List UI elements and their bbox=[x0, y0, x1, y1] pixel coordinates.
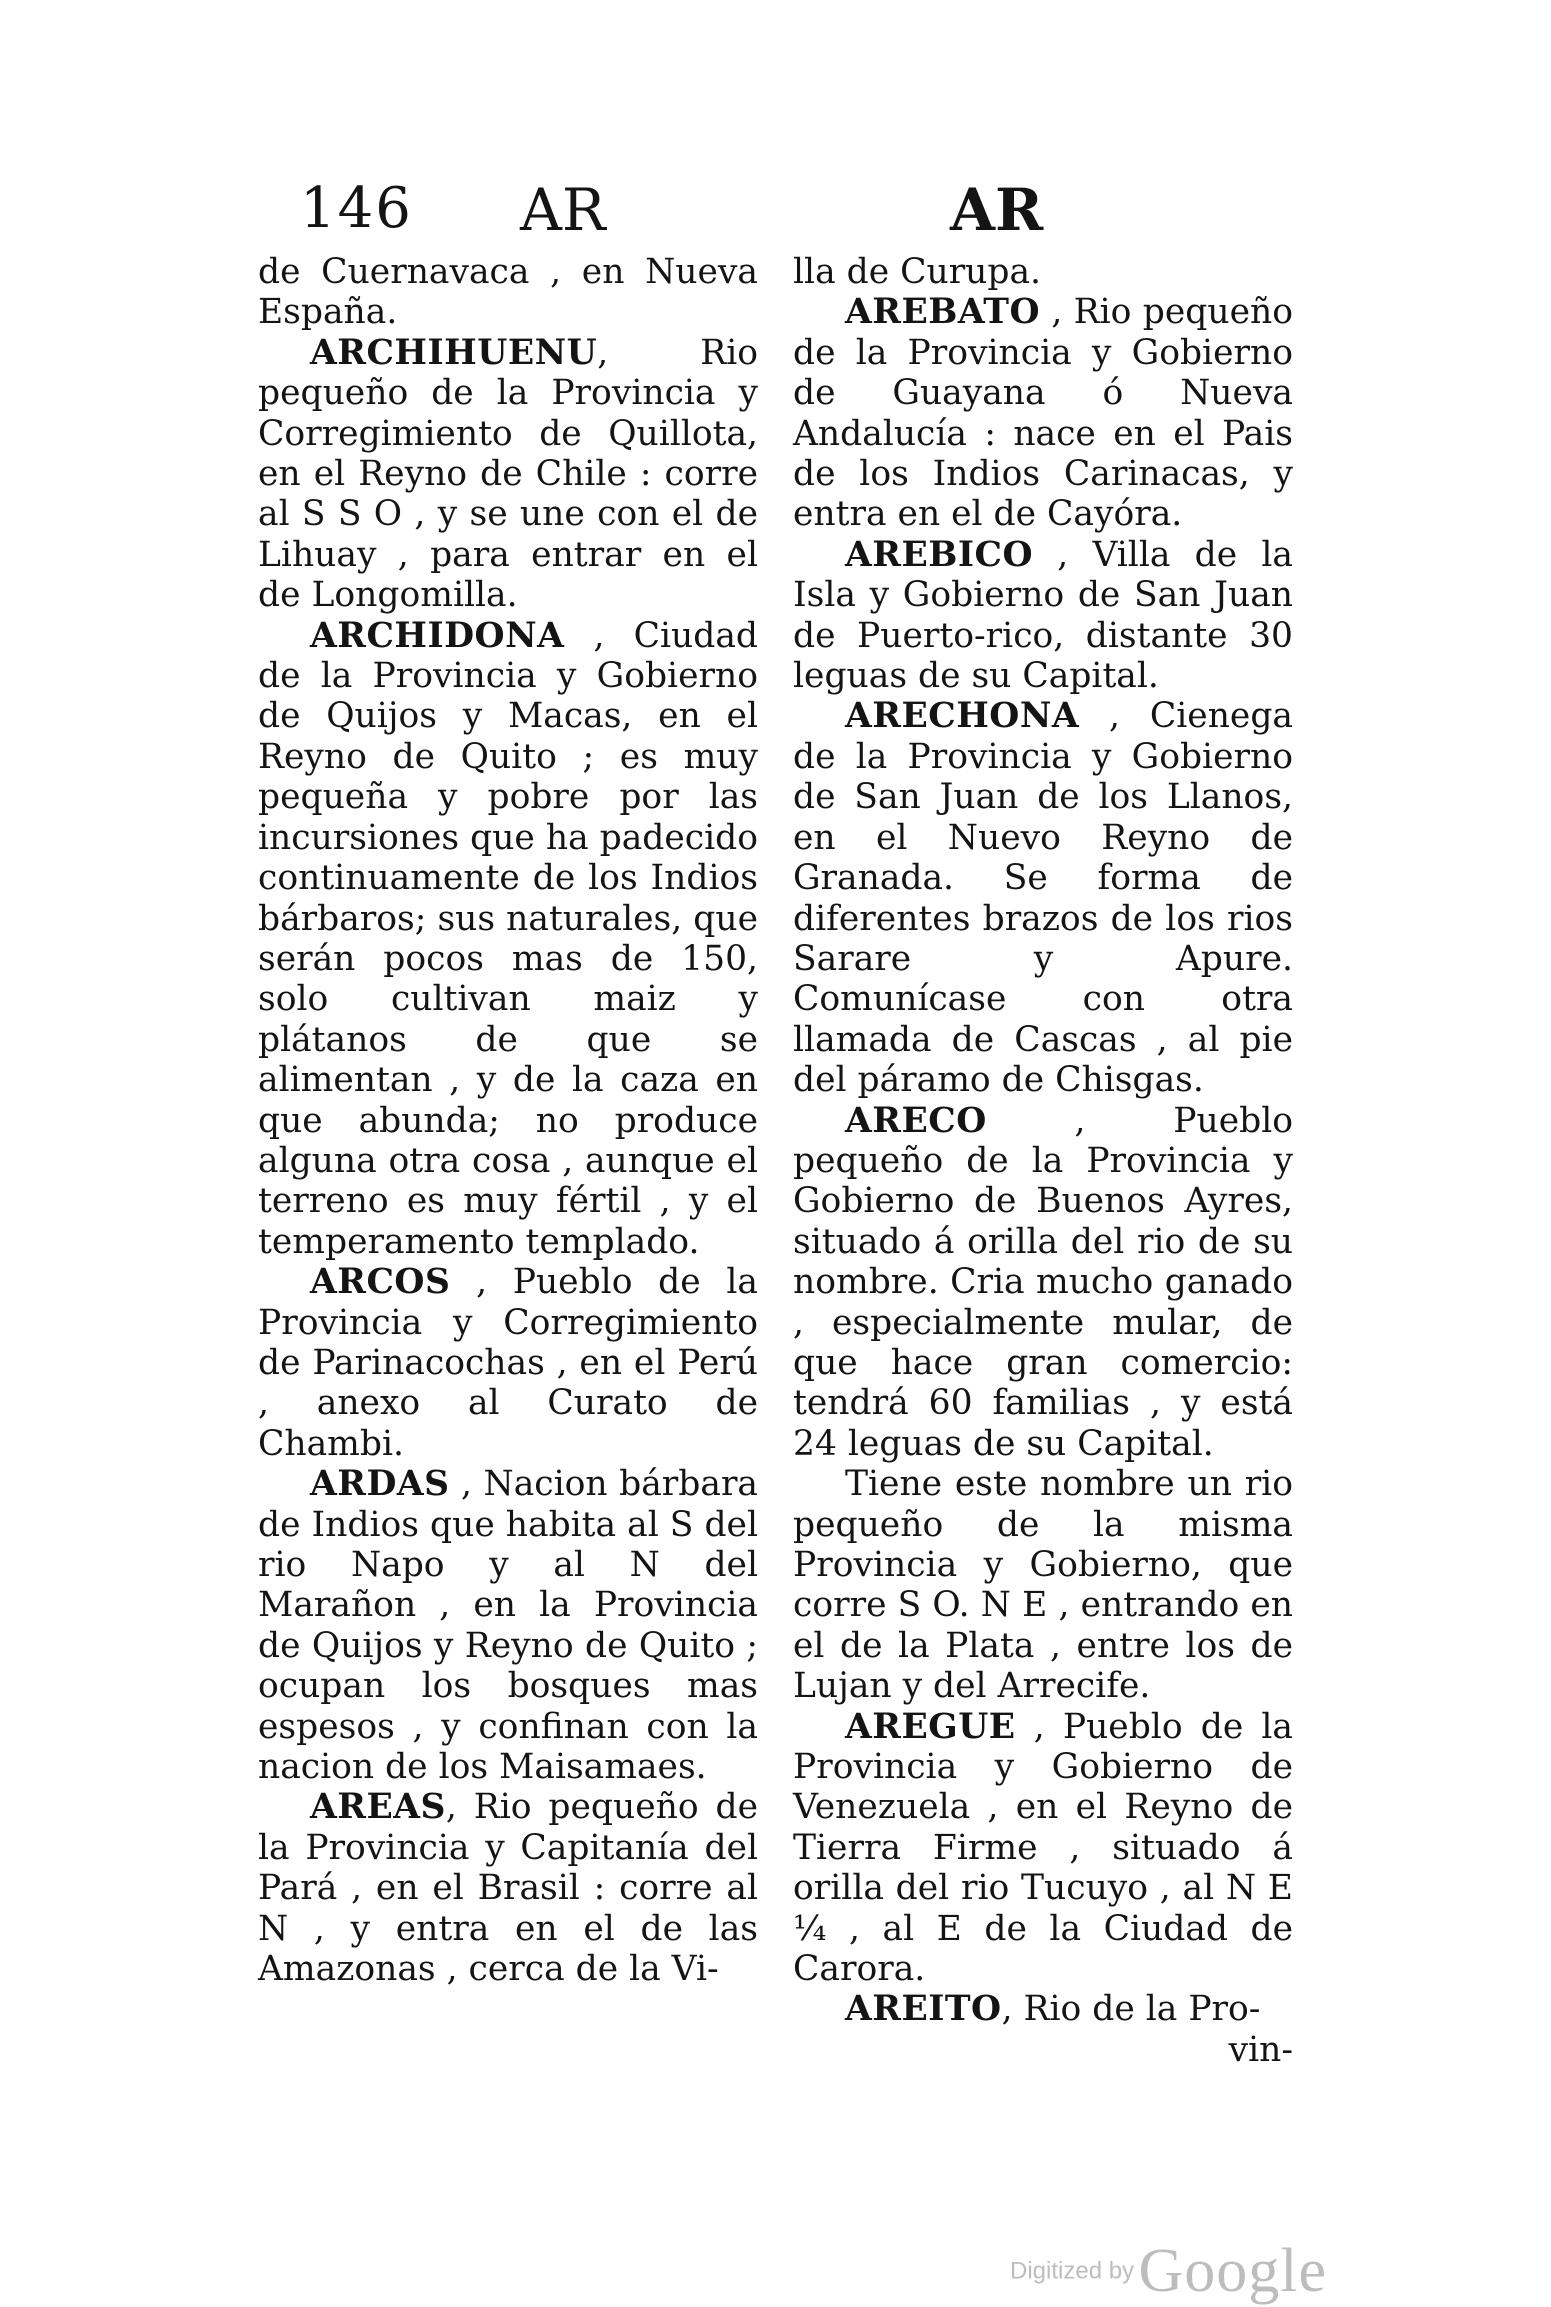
dictionary-entry bbox=[258, 1262, 758, 1464]
page-number: 146 bbox=[300, 176, 413, 241]
entry-text: , Pueblo de la Provincia y Corregimiento de Parinacochas , en el Perú , anexo al Curato de Chambi. bbox=[258, 1262, 758, 1464]
entry-text: , Rio de la Pro- bbox=[1001, 1989, 1261, 2030]
entry-paragraph: Tiene este nombre un rio pequeño de la misma Provincia y Gobierno, que corre S O. N E , entrando en el de la Plata , entre los de Lujan y del Arrecife. bbox=[793, 1464, 1293, 1707]
dictionary-entry bbox=[793, 1101, 1293, 1465]
entry-headword: AREGUE bbox=[845, 1706, 1016, 1747]
entry-text: , Pueblo de la Provincia y Gobierno de Venezuela , en el Reyno de Tierra Firme , situado á orilla del rio Tucuyo , al N E ¼ , al E de la Ciudad de Carora. bbox=[793, 1706, 1293, 1990]
dictionary-entry bbox=[793, 696, 1293, 1100]
entry-headword: ARDAS bbox=[310, 1464, 450, 1505]
entry-text: , Cienega de la Provincia y Gobierno de San Juan de los Llanos, en el Nuevo Reyno de Granada. Se forma de diferentes brazos de los rios Sarare y Apure. Comunícase con otra llamada de Cascas , al pie del páramo de Chisgas. bbox=[793, 696, 1293, 1101]
right-text-column bbox=[793, 252, 1293, 2070]
dictionary-entry bbox=[793, 292, 1293, 534]
continued-text: de Cuernavaca , en Nueva España. bbox=[258, 252, 758, 333]
entry-headword: ARECHONA bbox=[845, 696, 1080, 737]
entry-headword: AREAS bbox=[310, 1787, 446, 1828]
google-logo: Google bbox=[1138, 2237, 1328, 2305]
entry-text: , Rio pequeño de la Provincia y Gobierno de Guayana ó Nueva Andalucía : nace en el Pais de los Indios Carinacas, y entra en el de Cayóra. bbox=[793, 292, 1293, 535]
continued-text: lla de Curupa. bbox=[793, 252, 1042, 292]
dictionary-entry bbox=[258, 333, 758, 616]
entry-headword: ARCOS bbox=[310, 1262, 451, 1303]
entry-headword: AREBICO bbox=[845, 534, 1034, 575]
catchword: vin- bbox=[1228, 2029, 1293, 2070]
entry-headword: AREBATO bbox=[845, 292, 1041, 333]
dictionary-entry bbox=[793, 1989, 1293, 2029]
entry-text: , Ciudad de la Provincia y Gobierno de Quijos y Macas, en el Reyno de Quito ; es muy pequeña y pobre por las incursiones que ha padecido continuamente de los Indios bárbaros; sus naturales, que serán pocos mas de 150, solo cultivan maiz y plátanos de que se alimentan , y de la caza en que abunda; no produce alguna otra cosa , aunque el terreno es muy fértil , y el temperamento templado. bbox=[258, 615, 758, 1262]
dictionary-entry bbox=[793, 1707, 1293, 1990]
entry-text: , Rio pequeño de la Provincia y Corregimiento de Quillota, en el Reyno de Chile : corre al S S O , y se une con el de Lihuay , para entrar en el de Longomilla. bbox=[258, 332, 758, 616]
running-head-right: AR bbox=[950, 176, 1044, 244]
entry-text: , Nacion bárbara de Indios que habita al S del rio Napo y al N del Marañon , en la Provincia de Quijos y Reyno de Quito ; ocupan los bosques mas espesos , y confinan con la nacion de los Maisamaes. bbox=[258, 1464, 758, 1788]
entry-headword: ARCHIHUENU bbox=[310, 332, 598, 373]
entry-headword: ARCHIDONA bbox=[310, 615, 565, 656]
left-text-column bbox=[258, 252, 758, 1989]
dictionary-entry bbox=[258, 1787, 758, 1989]
watermark-prefix: Digitized by bbox=[1010, 2257, 1135, 2285]
dictionary-entry bbox=[793, 535, 1293, 697]
dictionary-entry bbox=[258, 1464, 758, 1787]
entry-headword: AREITO bbox=[845, 1989, 1002, 2030]
entry-text: , Villa de la Isla y Gobierno de San Juan de Puerto-rico, distante 30 leguas de su Capital. bbox=[793, 534, 1293, 697]
entry-text: , Pueblo pequeño de la Provincia y Gobierno de Buenos Ayres, situado á orilla del rio de su nombre. Cria mucho ganado , especialmente mular, de que hace gran comercio: tendrá 60 familias , y está 24 leguas de su Capital. bbox=[793, 1100, 1293, 1464]
entry-text: , Rio pequeño de la Provincia y Capitanía del Pará , en el Brasil : corre al N , y entra en el de las Amazonas , cerca de la Vi- bbox=[258, 1787, 758, 1990]
dictionary-entry bbox=[258, 616, 758, 1263]
digitized-by-watermark bbox=[1010, 2236, 1327, 2307]
entry-headword: ARECO bbox=[845, 1100, 987, 1141]
running-head-left: AR bbox=[520, 176, 606, 244]
